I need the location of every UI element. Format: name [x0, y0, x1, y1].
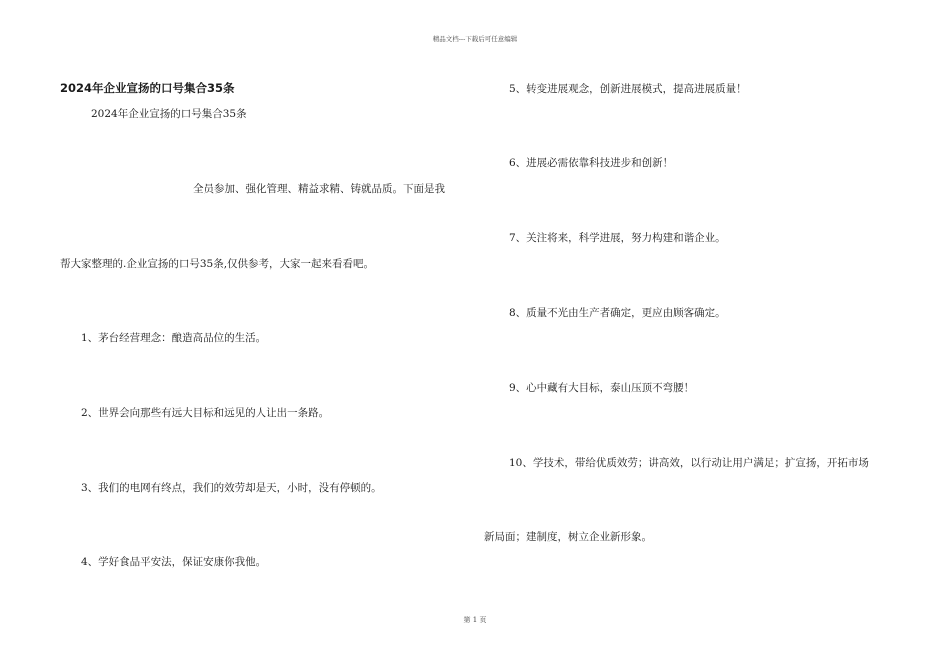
slogan-item-continuation: 新局面；建制度，树立企业新形象。 — [484, 531, 652, 543]
page-header: 精品文档---下载后可任意编辑 — [432, 35, 518, 43]
intro-line-2: 帮大家整理的.企业宣扬的口号35条,仅供参考，大家一起来看看吧。 — [60, 258, 375, 270]
slogan-item: 2、世界会向那些有远大目标和远见的人让出一条路。 — [81, 407, 330, 419]
slogan-item: 3、我们的电网有终点，我们的效劳却是天，小时，没有停顿的。 — [81, 482, 382, 494]
slogan-item: 10、学技术，带给优质效劳；讲高效，以行动让用户满足；扩宣扬，开拓市场 — [509, 457, 869, 469]
document-title: 2024年企业宣扬的口号集合35条 — [60, 81, 235, 95]
slogan-item: 9、心中藏有大目标，泰山压顶不弯腰！ — [509, 382, 695, 394]
slogan-item: 8、质量不光由生产者确定，更应由顾客确定。 — [509, 307, 726, 319]
slogan-item: 7、关注将来，科学进展，努力构建和谐企业。 — [509, 232, 726, 244]
slogan-item: 5、转变进展观念，创新进展模式，提高进展质量！ — [509, 83, 747, 95]
slogan-item: 1、茅台经营理念：酿造高品位的生活。 — [81, 332, 267, 344]
intro-line-1: 全员参加、强化管理、精益求精、铸就品质。下面是我 — [193, 183, 445, 195]
document-subtitle: 2024年企业宣扬的口号集合35条 — [91, 108, 247, 120]
page-footer: 第 1 页 — [463, 616, 487, 624]
slogan-item: 6、进展必需依靠科技进步和创新！ — [509, 157, 674, 169]
slogan-item: 4、学好食品平安法，保证安康你我他。 — [81, 556, 267, 568]
